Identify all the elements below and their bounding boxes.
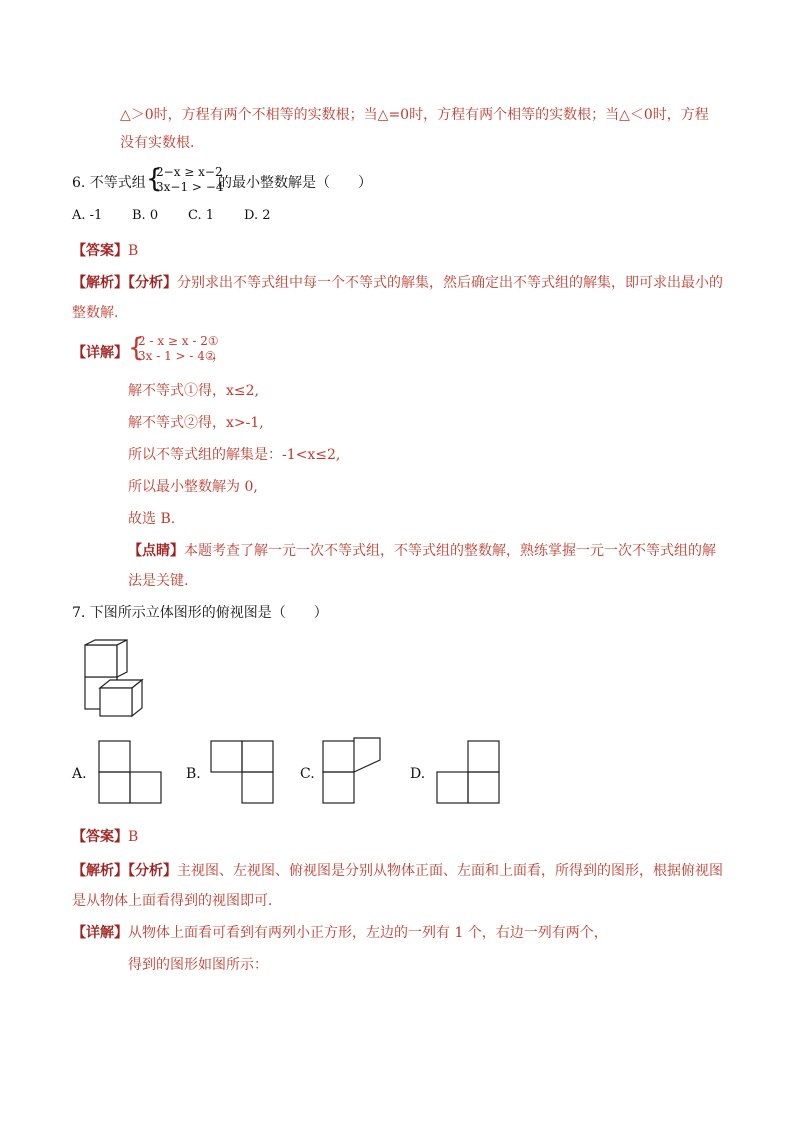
q7-analysis-line-2: 是从物体上面看得到的视图即可．	[72, 893, 282, 909]
q6-system-line-2: 3x−1 > −4	[156, 180, 224, 194]
q6-comment-line-2: 法是关键.	[128, 573, 189, 589]
q6-analysis-text-1: 分别求出不等式组中每一个不等式的解集，然后确定出不等式组的解集，即可求出最小的	[177, 275, 723, 291]
q6-prefix: 6. 不等式组	[72, 175, 146, 191]
q7-answer-value: B	[128, 829, 139, 845]
q6-step-5: 故选 B.	[128, 511, 176, 527]
q6-step-2	[128, 412, 264, 432]
q6-answer-value: B	[128, 243, 139, 259]
q6-comment-text-1: 本题考查了解一元一次不等式组，不等式组的整数解，熟练掌握一元一次不等式组的解	[184, 543, 716, 559]
q7-option-c-label: C.	[300, 766, 315, 782]
q6-answer-tag: 【答案】	[72, 243, 128, 259]
q7-option-a-label: A.	[72, 766, 87, 782]
q6-step-1-value: x≤2,	[226, 383, 259, 399]
q6-step-3	[128, 444, 340, 464]
q6-analysis-tag: 【解析】	[72, 275, 128, 291]
q6-detail-brace-icon: {	[128, 333, 145, 363]
q6-brace-icon: {	[146, 164, 163, 194]
q7-answer-tag: 【答案】	[72, 829, 128, 845]
q6-option-d: D. 2	[244, 208, 271, 223]
q7-analysis-line-1	[72, 860, 723, 880]
q7-option-a-figure	[98, 740, 162, 804]
q6-comment-tag: 【点睛】	[128, 543, 184, 559]
q6-step-1-text: 解不等式①得，	[128, 383, 226, 399]
q6-step-4: 所以最小整数解为 0,	[128, 479, 258, 495]
q7-option-d-figure	[436, 740, 500, 804]
q6-detail-line-1: 2 - x ≥ x - 2①	[138, 334, 219, 348]
q7-detail-tag: 【详解】	[72, 925, 128, 941]
q6-analysis-line-1	[72, 272, 723, 292]
q6-option-b: B. 0	[132, 208, 159, 223]
q6-step-2-value: x>-1,	[226, 415, 264, 431]
q6-analysis-subtag: 【分析】	[128, 275, 177, 291]
q7-option-b-label: B.	[186, 766, 201, 782]
intro-line-1: △＞0时，方程有两个不相等的实数根；当△=0时，方程有两个相等的实数根；当△＜0时，方程	[120, 107, 709, 123]
intro-line-2: 没有实数根．	[120, 135, 204, 151]
q7-analysis-text-1: 主视图、左视图、俯视图是分别从物体正面、左面和上面看，所得到的图形，根据俯视图	[177, 863, 723, 879]
q7-option-c-figure	[322, 736, 386, 804]
q7-option-d-label: D.	[410, 766, 426, 782]
q6-detail-tag-text: 【详解】	[72, 345, 128, 361]
q6-option-c: C. 1	[188, 208, 215, 223]
q7-detail-text-1: 从物体上面看可看到有两列小正方形，左边的一列有 1 个，右边一列有两个，	[128, 925, 608, 941]
q7-solid-figure	[80, 640, 170, 720]
q7-stem: 7. 下图所示立体图形的俯视图是（ ）	[72, 605, 328, 621]
q6-detail-line-2: 3x - 1 > - 4②	[138, 349, 216, 363]
q6-step-3-value: -1<x≤2,	[282, 447, 341, 463]
q6-answer	[72, 240, 138, 260]
q6-step-2-text: 解不等式②得，	[128, 415, 226, 431]
q6-suffix: 的最小整数解是（ ）	[218, 175, 372, 191]
q7-detail-line-1	[72, 922, 608, 942]
q6-inequality-system	[146, 164, 224, 196]
q6-analysis-line-2: 整数解.	[72, 305, 119, 321]
q7-analysis-subtag: 【分析】	[128, 863, 177, 879]
q6-step-3-text: 所以不等式组的解集是：	[128, 447, 282, 463]
q7-detail-line-2: 得到的图形如图所示：	[128, 957, 268, 973]
q7-answer	[72, 826, 138, 846]
q7-option-b-figure	[210, 740, 274, 804]
q6-step-1	[128, 380, 259, 400]
q6-system-line-1: 2−x ≥ x−2	[156, 165, 223, 179]
q6-comment-line-1	[128, 540, 716, 560]
q7-analysis-tag: 【解析】	[72, 863, 128, 879]
q6-detail-comma: ，	[212, 347, 226, 363]
q6-option-a: A. -1	[72, 208, 103, 223]
